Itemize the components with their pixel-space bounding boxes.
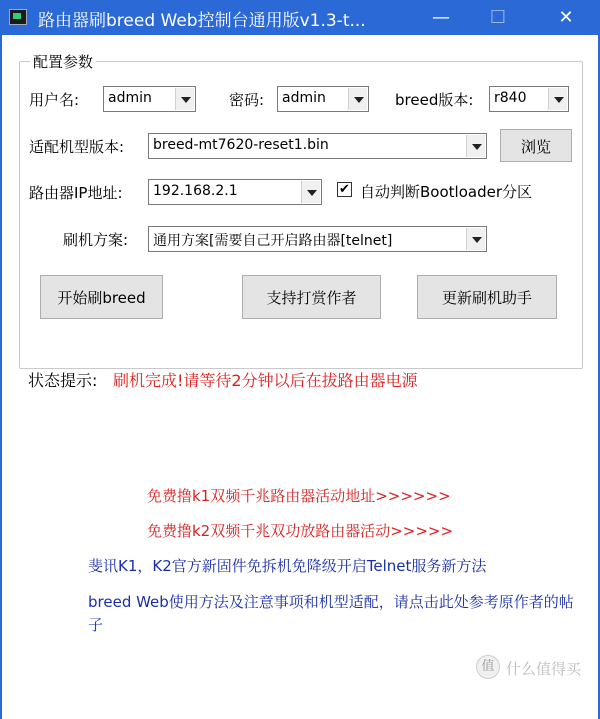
watermark [476,655,594,681]
breed-version-label: breed版本: [395,91,474,109]
title-bar [0,0,600,35]
update-tool-button-label: 更新刷机助手 [441,289,532,307]
ip-value: 192.168.2.1 [153,183,238,199]
plan-value: 通用方案[需要自己开启路由器[telnet] [153,233,393,249]
promo-k2-link[interactable]: 免费撸k2双频千兆双功放路由器活动>>>>> [147,522,454,540]
breed-version-combo[interactable] [489,86,569,112]
password-value: admin [282,90,326,106]
start-flash-button[interactable] [40,275,163,319]
plan-label: 刷机方案: [63,231,129,249]
username-combo[interactable] [103,86,196,112]
maximize-button[interactable]: ☐ [489,7,507,28]
chevron-down-icon[interactable] [301,181,320,203]
close-button[interactable]: ✕ [558,7,574,28]
window-client-area [0,35,600,719]
password-combo[interactable] [277,86,369,112]
chevron-down-icon[interactable] [175,88,194,110]
status-message: 刷机完成!请等待2分钟以后在拔路由器电源 [113,371,418,390]
password-label: 密码: [229,91,265,109]
support-author-button[interactable] [242,275,381,319]
status-label: 状态提示: [28,371,98,390]
model-value: breed-mt7620-reset1.bin [153,137,329,153]
watermark-text: 什么值得买 [506,660,582,678]
plan-combo[interactable] [148,226,487,252]
browse-button[interactable] [500,129,572,162]
checkmark-icon: ✔ [339,182,350,197]
ip-label: 路由器IP地址: [29,184,123,202]
auto-detect-checkbox[interactable] [337,182,352,197]
app-icon [9,9,27,25]
support-author-button-label: 支持打赏作者 [266,289,357,307]
auto-detect-label[interactable]: 自动判断Bootloader分区 [360,183,532,201]
ip-combo[interactable] [148,179,322,205]
promo-k1-link[interactable]: 免费撸k1双频千兆路由器活动地址>>>>>> [147,487,451,505]
browse-button-label: 浏览 [520,138,551,156]
minimize-button[interactable]: — [432,7,450,28]
breed-version-value: r840 [494,90,527,106]
chevron-down-icon[interactable] [466,228,485,250]
chevron-down-icon[interactable] [548,88,567,110]
username-label: 用户名: [29,91,80,109]
chevron-down-icon[interactable] [466,135,485,157]
update-tool-button[interactable] [417,275,557,319]
chevron-down-icon[interactable] [348,88,367,110]
config-groupbox [19,53,583,369]
window-title: 路由器刷breed Web控制台通用版v1.3-t... [38,11,366,31]
model-combo[interactable] [148,133,487,159]
start-flash-button-label: 开始刷breed [57,289,146,307]
config-group-title: 配置参数 [30,51,96,72]
phicomm-telnet-link[interactable]: 斐讯K1，K2官方新固件免拆机免降级开启Telnet服务新方法 [88,557,487,575]
author-post-link[interactable]: breed Web使用方法及注意事项和机型适配，请点击此处参考原作者的帖子 [88,593,574,634]
watermark-logo-icon: 值 [476,655,500,679]
model-label: 适配机型版本: [29,138,125,156]
username-value: admin [108,90,152,106]
